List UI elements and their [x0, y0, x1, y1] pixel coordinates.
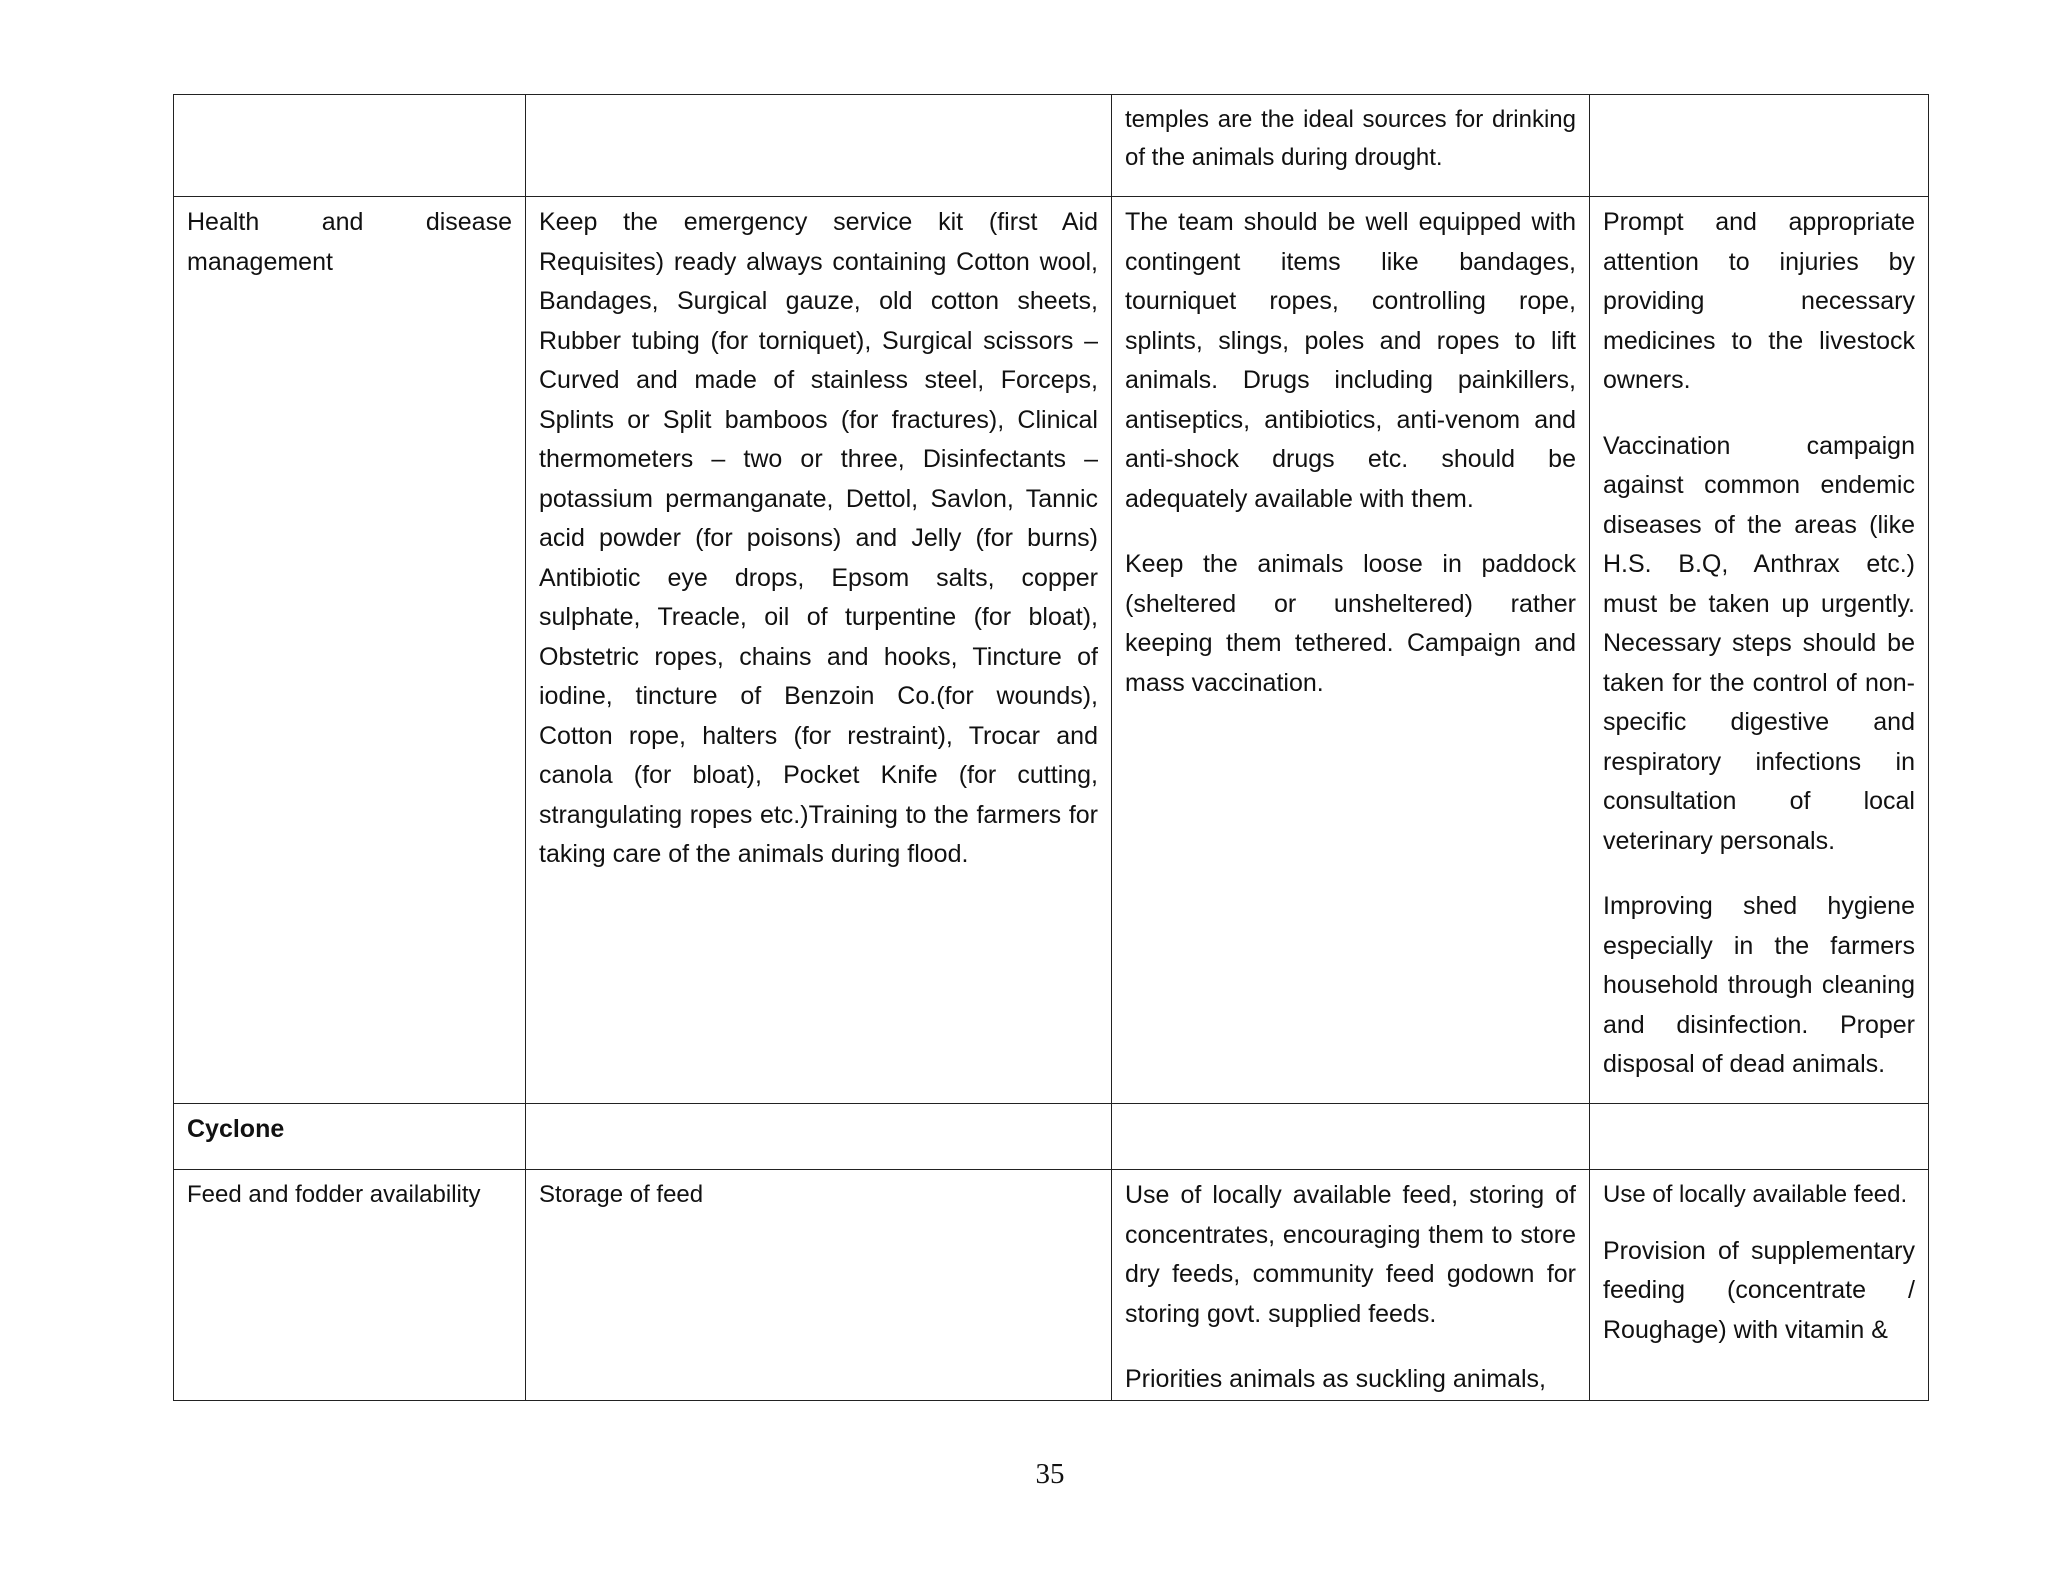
cell-paragraph: Improving shed hygiene especially in the farmers household through cleaning and disinfection. Proper disposal of dead animals. — [1603, 892, 1915, 1078]
table-row — [174, 95, 1929, 197]
table-cell — [1112, 1104, 1590, 1170]
cell-paragraph: Use of locally available feed, storing of concentrates, encouraging them to store dry feeds, community feed godown for storing govt. supplied feeds. — [1125, 1181, 1576, 1328]
table-cell — [174, 1170, 526, 1401]
table-row — [174, 197, 1929, 1104]
cell-paragraph: Keep the animals loose in paddock (sheltered or unsheltered) rather keeping them tethered. Campaign and mass vaccination. — [1125, 550, 1576, 697]
table-cell — [1590, 1104, 1929, 1170]
page-number: 35 — [1035, 1458, 1065, 1490]
row-heading-health-disease: Health and disease management — [187, 208, 512, 276]
contingency-table — [173, 94, 1929, 1401]
section-heading-cyclone: Cyclone — [187, 1115, 285, 1143]
cell-paragraph: Use of locally available feed. — [1603, 1181, 1908, 1208]
table-cell — [174, 197, 526, 1104]
table-row — [174, 1170, 1929, 1401]
cell-text: Storage of feed — [539, 1181, 704, 1208]
cell-paragraph: Vaccination campaign against common endemic diseases of the areas (like H.S. B.Q, Anthrax etc.) must be taken up urgently. Necessary steps should be taken for the control of non-specific digestive and respiratory infections in consultation of local veterinary personals. — [1603, 431, 1915, 855]
table-cell — [1590, 197, 1929, 1104]
cell-paragraph: Provision of supplementary feeding (concentrate / Roughage) with vitamin & — [1603, 1236, 1915, 1344]
table-cell — [1590, 95, 1929, 197]
cell-text: temples are the ideal sources for drinking of the animals during drought. — [1125, 106, 1576, 171]
table-cell — [526, 197, 1112, 1104]
table-cell — [1112, 1170, 1590, 1401]
cell-paragraph: Prompt and appropriate attention to injuries by providing necessary medicines to the livestock owners. — [1603, 208, 1915, 394]
table-cell — [1112, 95, 1590, 197]
cell-paragraph: The team should be well equipped with contingent items like bandages, tourniquet ropes, controlling rope, splints, slings, poles and ropes to lift animals. Drugs including painkillers, antiseptics, antibiotics, anti-venom and anti-shock drugs etc. should be adequately available with them. — [1125, 208, 1576, 513]
cell-text: Keep the emergency service kit (first Aid Requisites) ready always containing Cotton wool, Bandages, Surgical gauze, old cotton sheets, Rubber tubing (for torniquet), Surgical scissors – Curved and made of stainless steel, Forceps, Splints or Split bamboos (for fractures), Clinical thermometers – two or three, Disinfectants – potassium permanganate, Dettol, Savlon, Tannic acid powder (for poisons) and Jelly (for burns) Antibiotic eye drops, Epsom salts, copper sulphate, Treacle, oil of turpentine (for bloat), Obstetric ropes, chains and hooks, Tincture of iodine, tincture of Benzoin Co.(for wounds), Cotton rope, halters (for restraint), Trocar and canola (for bloat), Pocket Knife (for cutting, strangulating ropes etc.)Training to the farmers for taking care of the animals during flood. — [539, 208, 1098, 868]
table-cell — [526, 1104, 1112, 1170]
table-cell — [526, 95, 1112, 197]
table-row — [174, 1104, 1929, 1170]
table-cell — [174, 1104, 526, 1170]
table-cell — [1590, 1170, 1929, 1401]
cell-paragraph: Priorities animals as suckling animals, — [1125, 1365, 1546, 1393]
table-cell — [174, 95, 526, 197]
table-cell — [1112, 197, 1590, 1104]
table-cell — [526, 1170, 1112, 1401]
row-heading-feed-fodder: Feed and fodder availability — [187, 1181, 481, 1208]
